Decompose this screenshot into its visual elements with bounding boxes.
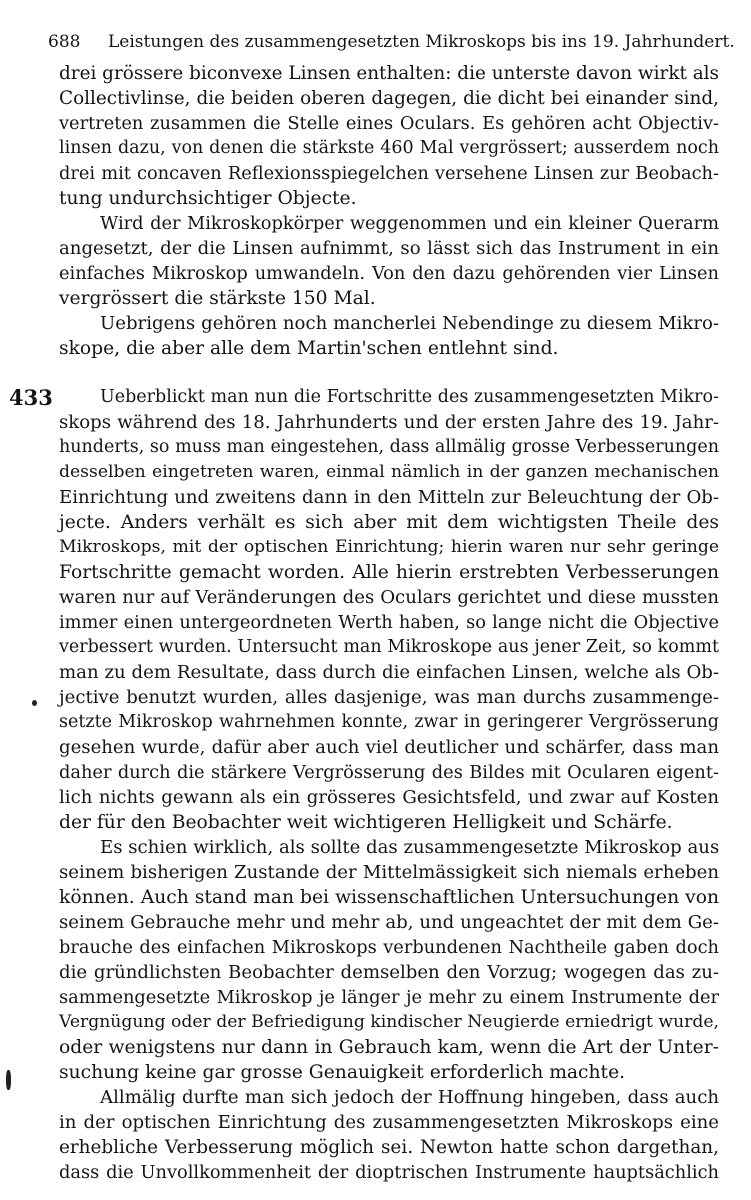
text-line: drei mit concaven Reflexionsspiegelchen versehene Linsen zur Beobach- <box>59 163 719 184</box>
text-line: man zu dem Resultate, dass durch die einfachen Linsen, welche als Ob- <box>59 662 719 683</box>
text-line: die gründlichsten Beobachter demselben den Vorzug; wogegen das zu- <box>59 962 719 983</box>
text-line: erhebliche Verbesserung möglich sei. Newton hatte schon dargethan, <box>59 1137 719 1158</box>
page-number: 688 <box>48 32 81 52</box>
text-line: hunderts, so muss man eingestehen, dass allmälig grosse Verbesserungen <box>59 437 719 457</box>
text-line: Fortschritte gemacht worden. Alle hierin erstrebten Verbesserungen <box>59 562 719 583</box>
text-line: suchung keine gar grosse Genauigkeit erforderlich machte. <box>59 1062 626 1083</box>
text-line: Mikroskops, mit der optischen Einrichtung; hierin waren nur sehr geringe <box>59 537 719 557</box>
text-line: setzte Mikroskop wahrnehmen konnte, zwar in geringerer Vergrösserung <box>59 712 719 732</box>
text-line: einfaches Mikroskop umwandeln. Von den dazu gehörenden vier Linsen <box>59 263 719 284</box>
ink-speck <box>6 1070 11 1090</box>
text-line: Einrichtung und zweitens dann in den Mitteln zur Beleuchtung der Ob- <box>59 487 719 508</box>
text-line: Wird der Mikroskopkörper weggenommen und ein kleiner Querarm <box>100 213 719 234</box>
text-line: Ueberblickt man nun die Fortschritte des zusammengesetzten Mikro- <box>100 387 719 407</box>
text-line: linsen dazu, von denen die stärkste 460 Mal vergrössert; ausserdem noch <box>59 138 719 158</box>
text-line: können. Auch stand man bei wissenschaftlichen Untersuchungen von <box>59 887 719 908</box>
ink-speck <box>32 700 37 706</box>
text-line: oder wenigstens nur dann in Gebrauch kam, wenn die Art der Unter- <box>59 1037 719 1058</box>
text-line: seinem bisherigen Zustande der Mittelmässigkeit sich niemals erheben <box>59 862 719 883</box>
text-line: gesehen wurde, dafür aber auch viel deutlicher und schärfer, dass man <box>59 737 719 758</box>
text-line: skops während des 18. Jahrhunderts und der ersten Jahre des 19. Jahr- <box>59 412 719 433</box>
text-line: vertreten zusammen die Stelle eines Oculars. Es gehören acht Objectiv- <box>59 113 719 134</box>
page-header <box>40 30 735 54</box>
text-line: desselben eingetreten waren, einmal nämlich in der ganzen mechanischen <box>59 462 719 482</box>
text-line: waren nur auf Veränderungen des Oculars gerichtet und diese mussten <box>59 587 719 608</box>
running-title: Leistungen des zusammengesetzten Mikroskops bis ins 19. Jahrhundert. <box>108 32 735 52</box>
text-line: dass die Unvollkommenheit der dioptrischen Instrumente hauptsächlich <box>59 1162 719 1183</box>
text-line: der für den Beobachter weit wichtigeren Helligkeit und Schärfe. <box>59 812 673 833</box>
text-line: seinem Gebrauche mehr und mehr ab, und ungeachtet der mit dem Ge- <box>59 912 719 933</box>
text-line: in der optischen Einrichtung des zusammengesetzten Mikroskops eine <box>59 1112 719 1133</box>
text-line: brauche des einfachen Mikroskops verbundenen Nachtheile gaben doch <box>59 937 719 958</box>
text-line: daher durch die stärkere Vergrösserung des Bildes mit Ocularen eigent- <box>59 762 719 783</box>
text-line: vergrössert die stärkste 150 Mal. <box>59 288 376 309</box>
text-line: Collectivlinse, die beiden oberen dagegen, die dicht bei einander sind, <box>59 88 719 109</box>
text-line: skope, die aber alle dem Martin'schen entlehnt sind. <box>59 338 559 359</box>
text-line: sammengesetzte Mikroskop je länger je mehr zu einem Instrumente der <box>59 987 719 1008</box>
text-line: tung undurchsichtiger Objecte. <box>59 188 357 209</box>
margin-section-number: 433 <box>9 385 53 410</box>
text-line: verbessert wurden. Untersucht man Mikroskope aus jener Zeit, so kommt <box>59 637 719 657</box>
text-line: drei grössere biconvexe Linsen enthalten: die unterste davon wirkt als <box>59 63 719 84</box>
text-line: Vergnügung oder der Befriedigung kindischer Neugierde erniedrigt wurde, <box>59 1012 719 1032</box>
text-line: jective benutzt wurden, alles dasjenige, was man durchs zusammenge- <box>59 687 719 708</box>
text-line: angesetzt, der die Linsen aufnimmt, so lässt sich das Instrument in ein <box>59 238 719 259</box>
text-line: Es schien wirklich, als sollte das zusammengesetzte Mikroskop aus <box>100 837 720 858</box>
text-line: Uebrigens gehören noch mancherlei Nebendinge zu diesem Mikro- <box>100 313 719 334</box>
text-line: immer einen untergeordneten Werth haben, so lange nicht die Objective <box>59 612 719 633</box>
text-line: jecte. Anders verhält es sich aber mit dem wichtigsten Theile des <box>59 512 719 533</box>
text-line: Allmälig durfte man sich jedoch der Hoffnung hingeben, dass auch <box>100 1087 719 1108</box>
text-line: lich nichts gewann als ein grösseres Gesichtsfeld, und zwar auf Kosten <box>59 787 719 808</box>
